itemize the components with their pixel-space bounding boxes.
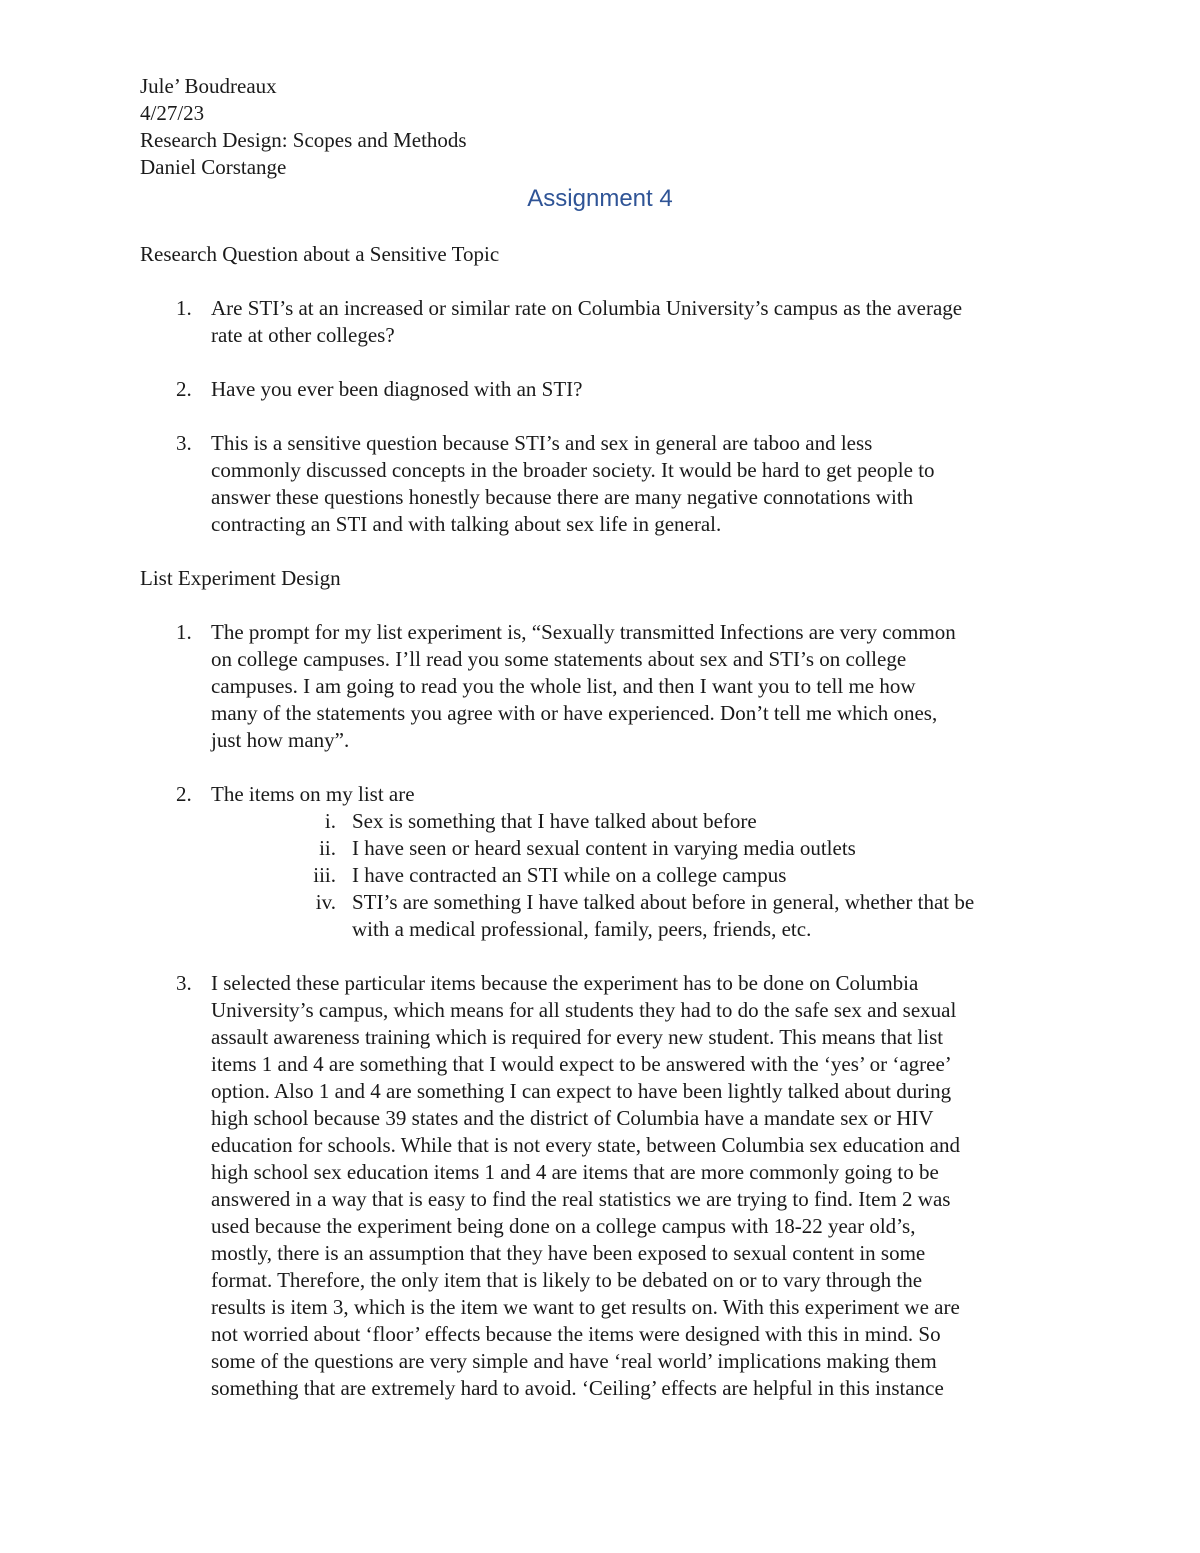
roman-numeral: ii. xyxy=(319,836,336,860)
text-line: This is a sensitive question because STI’s and sex in general are taboo and less xyxy=(211,431,873,455)
list-number: 2. xyxy=(176,782,192,806)
list-subitem-ii xyxy=(280,835,1060,862)
text-line: mostly, there is an assumption that they have been exposed to sexual content in some xyxy=(211,1241,926,1265)
text-line: used because the experiment being done on a college campus with 18-22 year old’s, xyxy=(211,1214,916,1238)
text-line: on college campuses. I’ll read you some statements about sex and STI’s on college xyxy=(211,647,907,671)
text-line: something that are extremely hard to avoid. ‘Ceiling’ effects are helpful in this instance xyxy=(211,1376,944,1400)
list-subitem-iv xyxy=(280,889,1060,943)
text-line: education for schools. While that is not every state, between Columbia sex education and xyxy=(211,1133,960,1157)
text-line: answered in a way that is easy to find the real statistics we are trying to find. Item 2 was xyxy=(211,1187,951,1211)
text-line: The items on my list are xyxy=(211,782,415,806)
section-heading-list-experiment: List Experiment Design xyxy=(140,566,341,590)
text-line: some of the questions are very simple and have ‘real world’ implications making them xyxy=(211,1349,937,1373)
list-experiment-item-2 xyxy=(140,781,1060,808)
text-line: I have contracted an STI while on a college campus xyxy=(352,863,787,887)
text-line: I selected these particular items because the experiment has to be done on Columbia xyxy=(211,971,919,995)
text-line: The prompt for my list experiment is, “Sexually transmitted Infections are very common xyxy=(211,620,956,644)
author-name: Jule’ Boudreaux xyxy=(140,74,277,98)
text-line: contracting an STI and with talking about sex life in general. xyxy=(211,512,722,536)
text-line: Have you ever been diagnosed with an STI? xyxy=(211,377,583,401)
text-line: many of the statements you agree with or have experienced. Don’t tell me which ones, xyxy=(211,701,938,725)
list-subitem-iii xyxy=(280,862,1060,889)
text-line: with a medical professional, family, peers, friends, etc. xyxy=(352,917,812,941)
text-line: campuses. I am going to read you the whole list, and then I want you to tell me how xyxy=(211,674,916,698)
list-experiment-item-1 xyxy=(140,619,1060,754)
list-number: 3. xyxy=(176,971,192,995)
text-line: high school because 39 states and the district of Columbia have a mandate sex or HIV xyxy=(211,1106,934,1130)
text-line: just how many”. xyxy=(211,728,350,752)
text-line: rate at other colleges? xyxy=(211,323,395,347)
text-line: University’s campus, which means for all students they had to do the safe sex and sexual xyxy=(211,998,957,1022)
text-line: format. Therefore, the only item that is likely to be debated on or to vary through the xyxy=(211,1268,923,1292)
list-experiment-item-3 xyxy=(140,970,1060,1402)
text-line: commonly discussed concepts in the broader society. It would be hard to get people to xyxy=(211,458,935,482)
text-line: not worried about ‘floor’ effects because the items were designed with this in mind. So xyxy=(211,1322,941,1346)
text-line: assault awareness training which is required for every new student. This means that list xyxy=(211,1025,944,1049)
roman-numeral: iii. xyxy=(313,863,336,887)
text-line: Are STI’s at an increased or similar rate on Columbia University’s campus as the average xyxy=(211,296,963,320)
text-line: results is item 3, which is the item we want to get results on. With this experiment we are xyxy=(211,1295,960,1319)
text-line: high school sex education items 1 and 4 are items that are more commonly going to be xyxy=(211,1160,939,1184)
section-heading-research-question: Research Question about a Sensitive Topic xyxy=(140,242,500,266)
text-line: I have seen or heard sexual content in varying media outlets xyxy=(352,836,856,860)
list-number: 3. xyxy=(176,431,192,455)
research-question-item-2 xyxy=(140,376,1060,403)
list-number: 1. xyxy=(176,620,192,644)
roman-numeral: iv. xyxy=(315,890,336,914)
course-name: Research Design: Scopes and Methods xyxy=(140,128,467,152)
document-header xyxy=(140,73,467,181)
text-line: Sex is something that I have talked about before xyxy=(352,809,757,833)
list-subitem-i xyxy=(280,808,1060,835)
instructor-name: Daniel Corstange xyxy=(140,155,287,179)
list-number: 1. xyxy=(176,296,192,320)
text-line: STI’s are something I have talked about before in general, whether that be xyxy=(352,890,975,914)
text-line: answer these questions honestly because there are many negative connotations with xyxy=(211,485,914,509)
text-line: option. Also 1 and 4 are something I can expect to have been lightly talked about during xyxy=(211,1079,952,1103)
list-number: 2. xyxy=(176,377,192,401)
document-title: Assignment 4 xyxy=(527,185,673,212)
roman-numeral: i. xyxy=(324,809,336,833)
research-question-item-1 xyxy=(140,295,1060,349)
document-date: 4/27/23 xyxy=(140,101,205,125)
text-line: items 1 and 4 are something that I would expect to be answered with the ‘yes’ or ‘agree’ xyxy=(211,1052,952,1076)
research-question-item-3 xyxy=(140,430,1060,538)
